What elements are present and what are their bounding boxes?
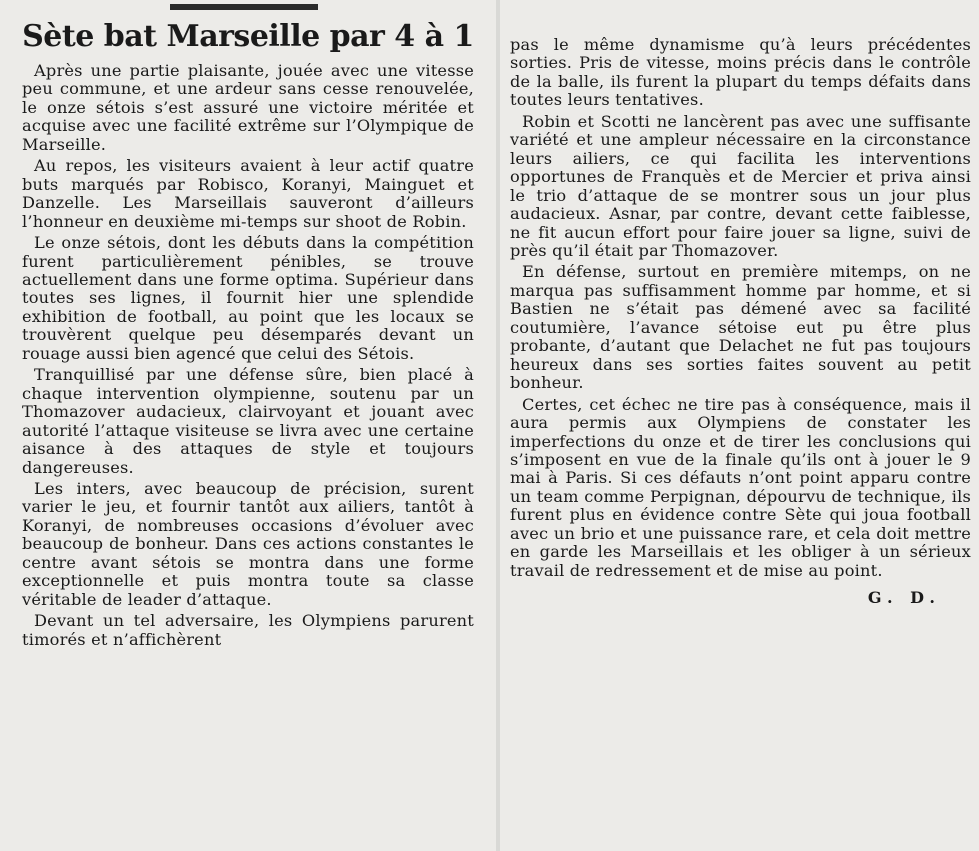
article-paragraph: Le onze sétois, dont les débuts dans la compétition furent particulièrement pénibles, se trouve actuellement dans une forme optima. Supérieur dans toutes ses lignes, il fournit hier une splendide exhibition de football, au point que les locaux se trouvèrent quelque peu désemparés devant un rouage aussi bien agencé que celui des Sétois. bbox=[22, 233, 474, 363]
article-paragraph: pas le même dynamisme qu’à leurs précédentes sorties. Pris de vitesse, moins précis dans le contrôle de la balle, ils furent la plupart du temps défaits dans toutes leurs tentatives. bbox=[510, 35, 971, 110]
article-paragraph: En défense, surtout en première mitemps, on ne marqua pas suffisamment homme par homme, et si Bastien ne s’était pas démené avec sa facilité coutumière, l’avance sétoise eut pu être plus probante, d’autant que Delachet ne fut pas toujours heureux dans ses sorties faites souvent au petit bonheur. bbox=[510, 262, 971, 393]
article-title: Sète bat Marseille par 4 à 1 bbox=[22, 19, 474, 54]
article-column-right bbox=[500, 0, 979, 851]
article-paragraph: Devant un tel adversaire, les Olympiens parurent timorés et n’affichèrent bbox=[22, 611, 474, 649]
article-paragraph: Après une partie plaisante, jouée avec une vitesse peu commune, et une ardeur sans cesse renouvelée, le onze sétois s’est assuré une victoire méritée et acquise avec une facilité extrême sur l’Olympique de Marseille. bbox=[22, 61, 474, 154]
author-signature: G. D. bbox=[867, 588, 941, 608]
article-paragraph: Tranquillisé par une défense sûre, bien placé à chaque intervention olympienne, soutenu par un Thomazover audacieux, clairvoyant et jouant avec autorité l’attaque visiteuse se livra avec une certaine aisance à des attaques de style et toujours dangereuses. bbox=[22, 365, 474, 477]
article-paragraph: Au repos, les visiteurs avaient à leur actif quatre buts marqués par Robisco, Koranyi, Mainguet et Danzelle. Les Marseillais sauveront d’ailleurs l’honneur en deuxième mi-temps sur shoot de Robin. bbox=[22, 156, 474, 231]
article-paragraph: Les inters, avec beaucoup de précision, surent varier le jeu, et fournir tantôt aux ailiers, tantôt à Koranyi, de nombreuses occasions d’évoluer avec beaucoup de bonheur. Dans ces actions constantes le centre avant sétois se montra dans une forme exceptionnelle et puis montra toute sa classe véritable de leader d’attaque. bbox=[22, 478, 474, 609]
article-paragraph: Robin et Scotti ne lancèrent pas avec une suffisante variété et une ampleur nécessaire en la circonstance leurs ailiers, ce qui facilita les interventions opportunes de Franquès et de Mercier et priva ainsi le trio d’attaque de se montrer sous un jour plus audacieux. Asnar, par contre, devant cette faiblesse, ne fit aucun effort pour faire jouer sa ligne, suivi de près qu’il était par Thomazover. bbox=[510, 111, 971, 260]
top-rule bbox=[170, 4, 318, 10]
article-paragraph: Certes, cet échec ne tire pas à conséquence, mais il aura permis aux Olympiens de constater les imperfections du onze et de tirer les conclusions qui s’imposent en vue de la finale qu’ils ont à jouer le 9 mai à Paris. Si ces défauts n’ont point apparu contre un team comme Perpignan, dépourvu de technique, ils furent plus en évidence contre Sète qui joua football avec un brio et une puissance rare, et cela doit mettre en garde les Marseillais et les obliger à un sérieux travail de redressement et de mise au point. bbox=[510, 394, 971, 580]
